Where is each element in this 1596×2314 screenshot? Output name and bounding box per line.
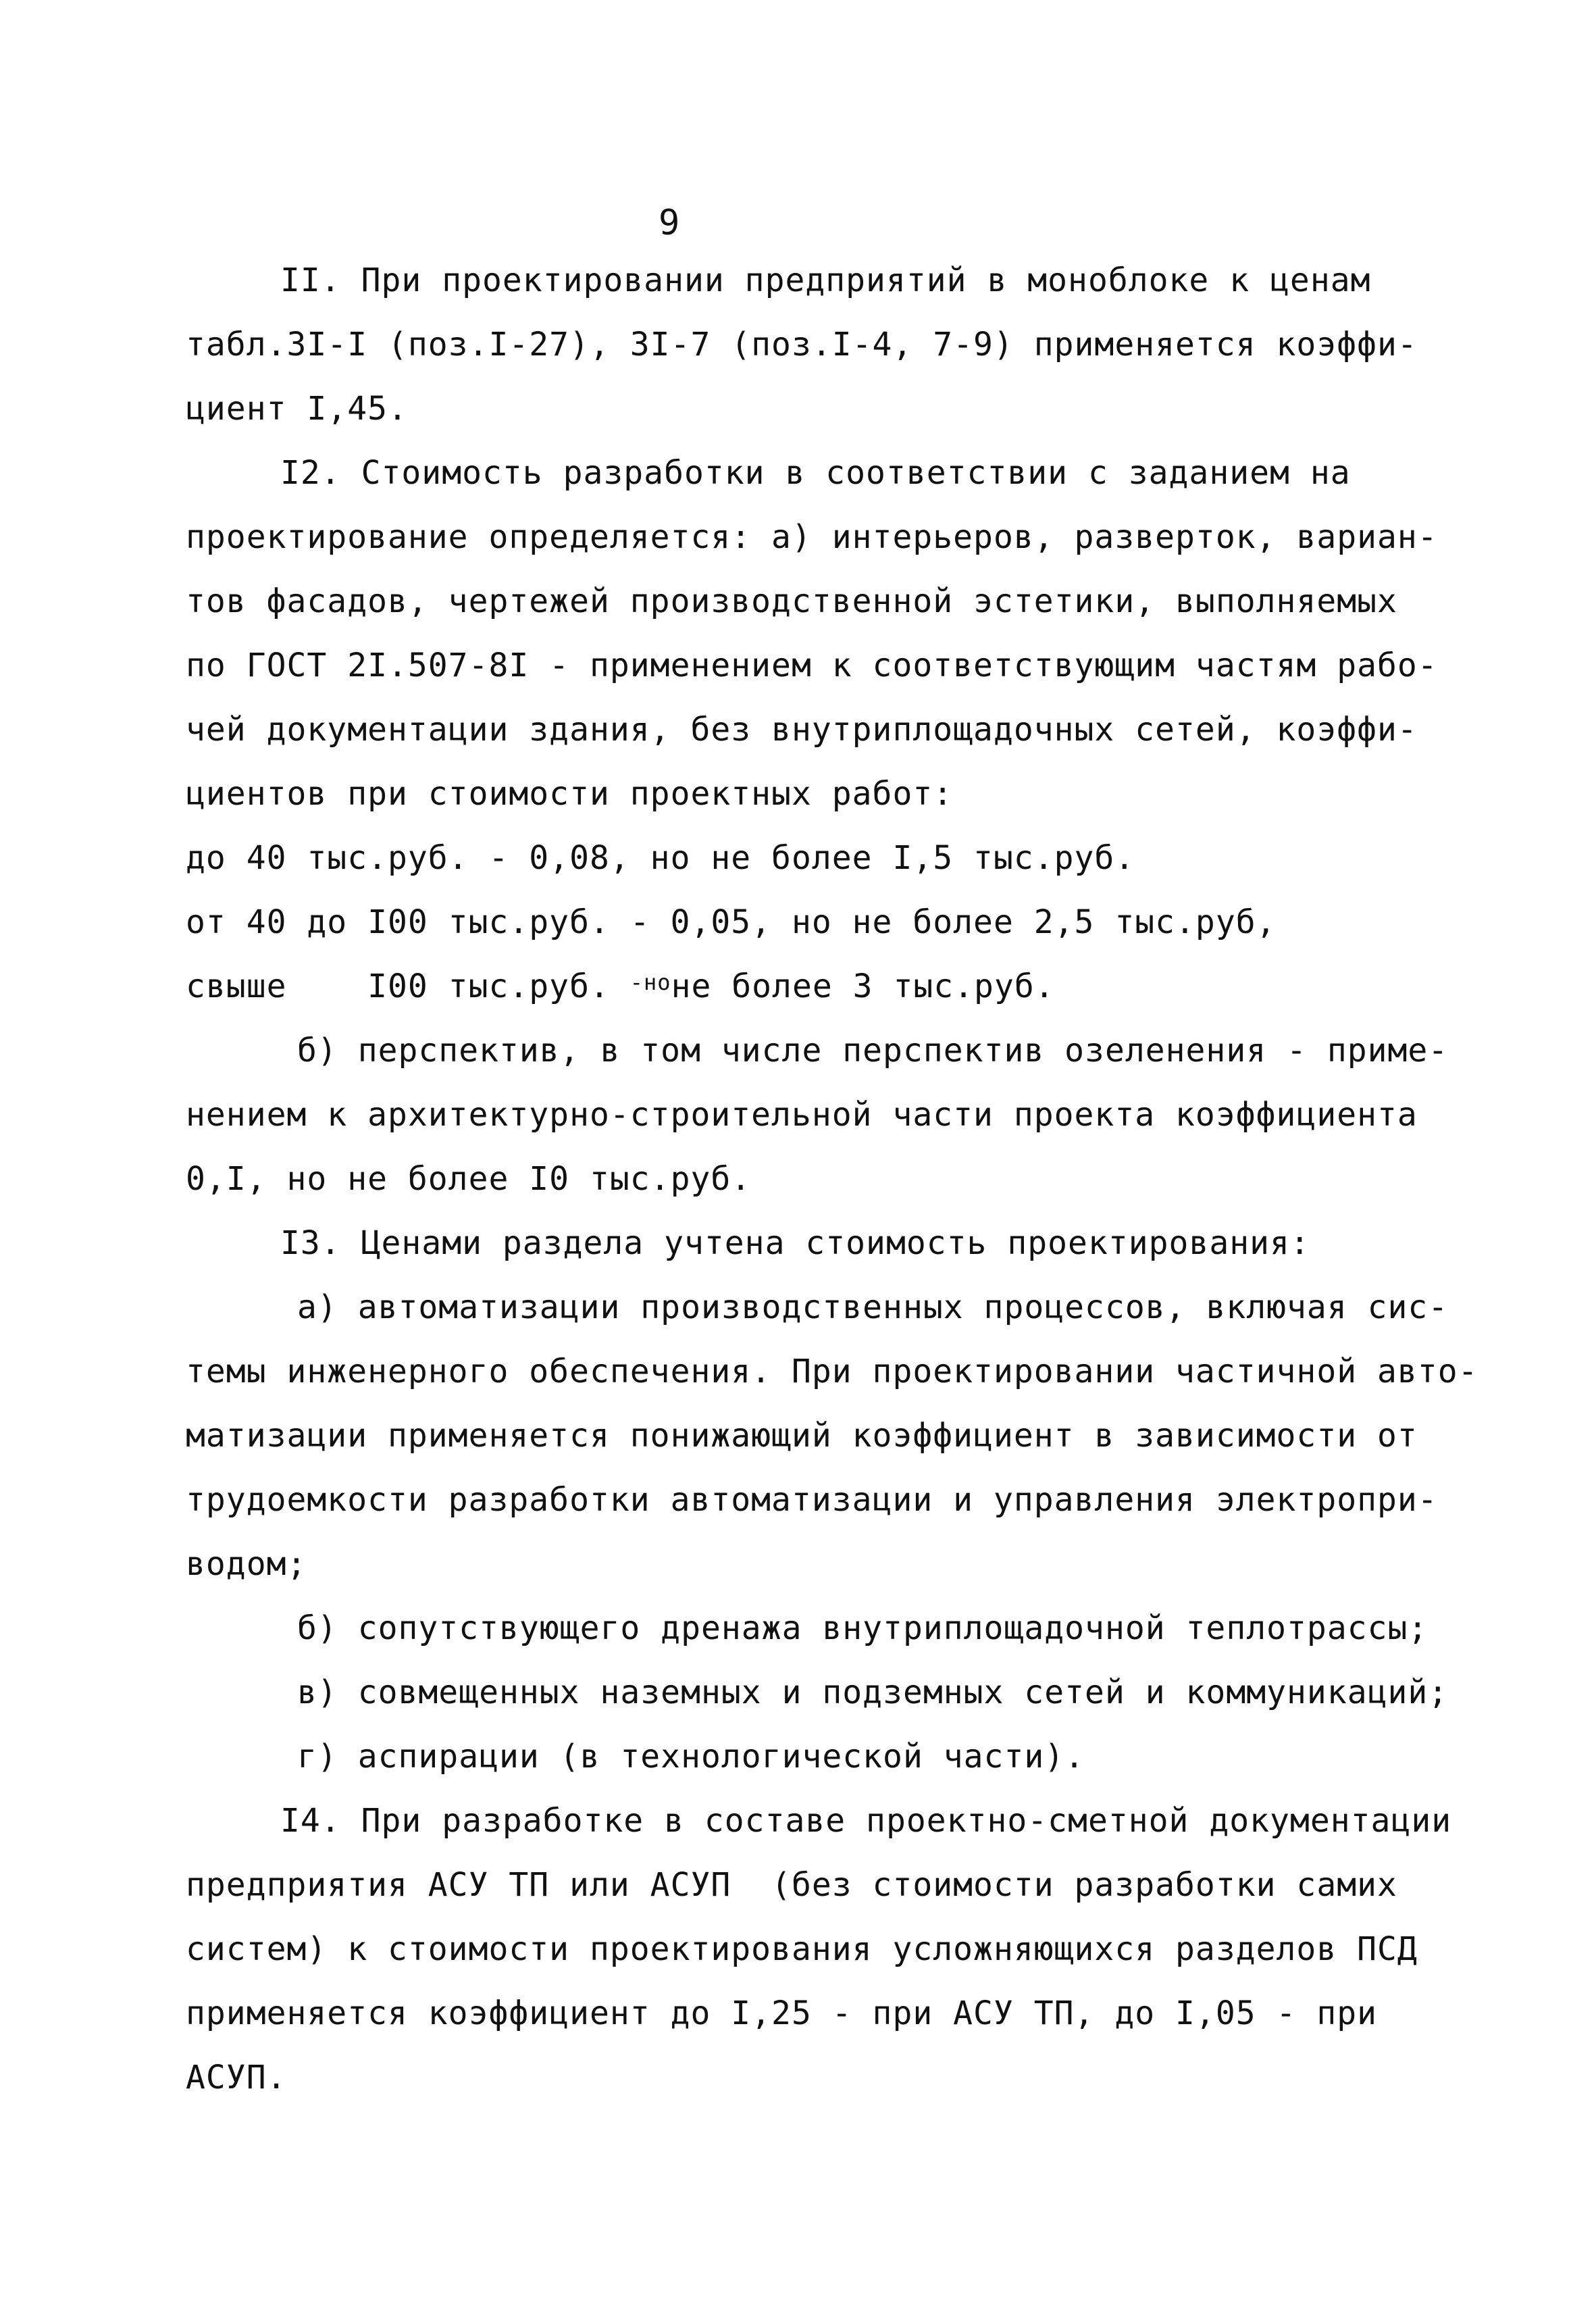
price-tier-3 (186, 966, 1055, 1007)
paragraph-14-line-2: предприятия АСУ ТП или АСУП (без стоимости разработки самих (186, 1866, 1397, 1904)
price-tier-3-end: не более 3 тыс.руб. (671, 967, 1055, 1005)
paragraph-13d: г) аспирации (в технологической части). (297, 1738, 1085, 1776)
paragraph-12-line-2: проектирование определяется: а) интерьеров, разверток, вариан- (186, 518, 1438, 556)
price-tier-3-superscript: -но (629, 970, 671, 995)
paragraph-14-line-4: применяется коэффициент до I,25 - при АСУ ТП, до I,05 - при (186, 1994, 1378, 2032)
price-tier-2: от 40 до I00 тыс.руб. - 0,05, но не более 2,5 тыс.руб, (186, 903, 1277, 941)
price-tier-3-start: свыше I00 тыс.руб. (186, 967, 630, 1005)
paragraph-12-line-3: тов фасадов, чертежей производственной эстетики, выполняемых (186, 582, 1397, 620)
paragraph-14-line-3: систем) к стоимости проектирования усложняющихся разделов ПСД (186, 1930, 1418, 1968)
page-number: 9 (659, 203, 681, 243)
paragraph-13a-line-1: а) автоматизации производственных процессов, включая сис- (297, 1288, 1449, 1326)
paragraph-13a-line-3: матизации применяется понижающий коэффициент в зависимости от (186, 1417, 1418, 1455)
paragraph-14-line-5: АСУП. (186, 2059, 287, 2096)
paragraph-12b-line-2: нением к архитектурно-строительной части проекта коэффициента (186, 1096, 1418, 1134)
paragraph-12b-line-3: 0,I, но не более I0 тыс.руб. (186, 1160, 752, 1198)
paragraph-11-line-1: II. При проектировании предприятий в моноблоке к ценам (280, 261, 1371, 299)
paragraph-14-line-1: I4. При разработке в составе проектно-сметной документации (280, 1802, 1452, 1840)
paragraph-13a-line-5: водом; (186, 1545, 307, 1583)
paragraph-12-line-1: I2. Стоимость разработки в соответствии с заданием на (280, 454, 1351, 492)
paragraph-13a-line-2: темы инженерного обеспечения. При проектировании частичной авто- (186, 1353, 1478, 1390)
paragraph-13c: в) совмещенных наземных и подземных сетей и коммуникаций; (297, 1674, 1449, 1711)
paragraph-13-line-1: I3. Ценами раздела учтена стоимость проектирования: (280, 1224, 1310, 1262)
paragraph-11-line-2: табл.3I-I (поз.I-27), 3I-7 (поз.I-4, 7-9) применяется коэффи- (186, 326, 1418, 363)
paragraph-13a-line-4: трудоемкости разработки автоматизации и управления электропри- (186, 1481, 1438, 1519)
paragraph-13b: б) сопутствующего дренажа внутриплощадочной теплотрассы; (297, 1609, 1428, 1647)
paragraph-12b-line-1: б) перспектив, в том числе перспектив озеленения - приме- (297, 1032, 1449, 1070)
paragraph-12-line-4: по ГОСТ 2I.507-8I - применением к соответствующим частям рабо- (186, 647, 1438, 684)
price-tier-1: до 40 тыс.руб. - 0,08, но не более I,5 тыс.руб. (186, 839, 1135, 877)
paragraph-12-line-5: чей документации здания, без внутриплощадочных сетей, коэффи- (186, 711, 1418, 749)
paragraph-11-line-3: циент I,45. (186, 390, 408, 428)
paragraph-12-line-6: циентов при стоимости проектных работ: (186, 775, 954, 813)
